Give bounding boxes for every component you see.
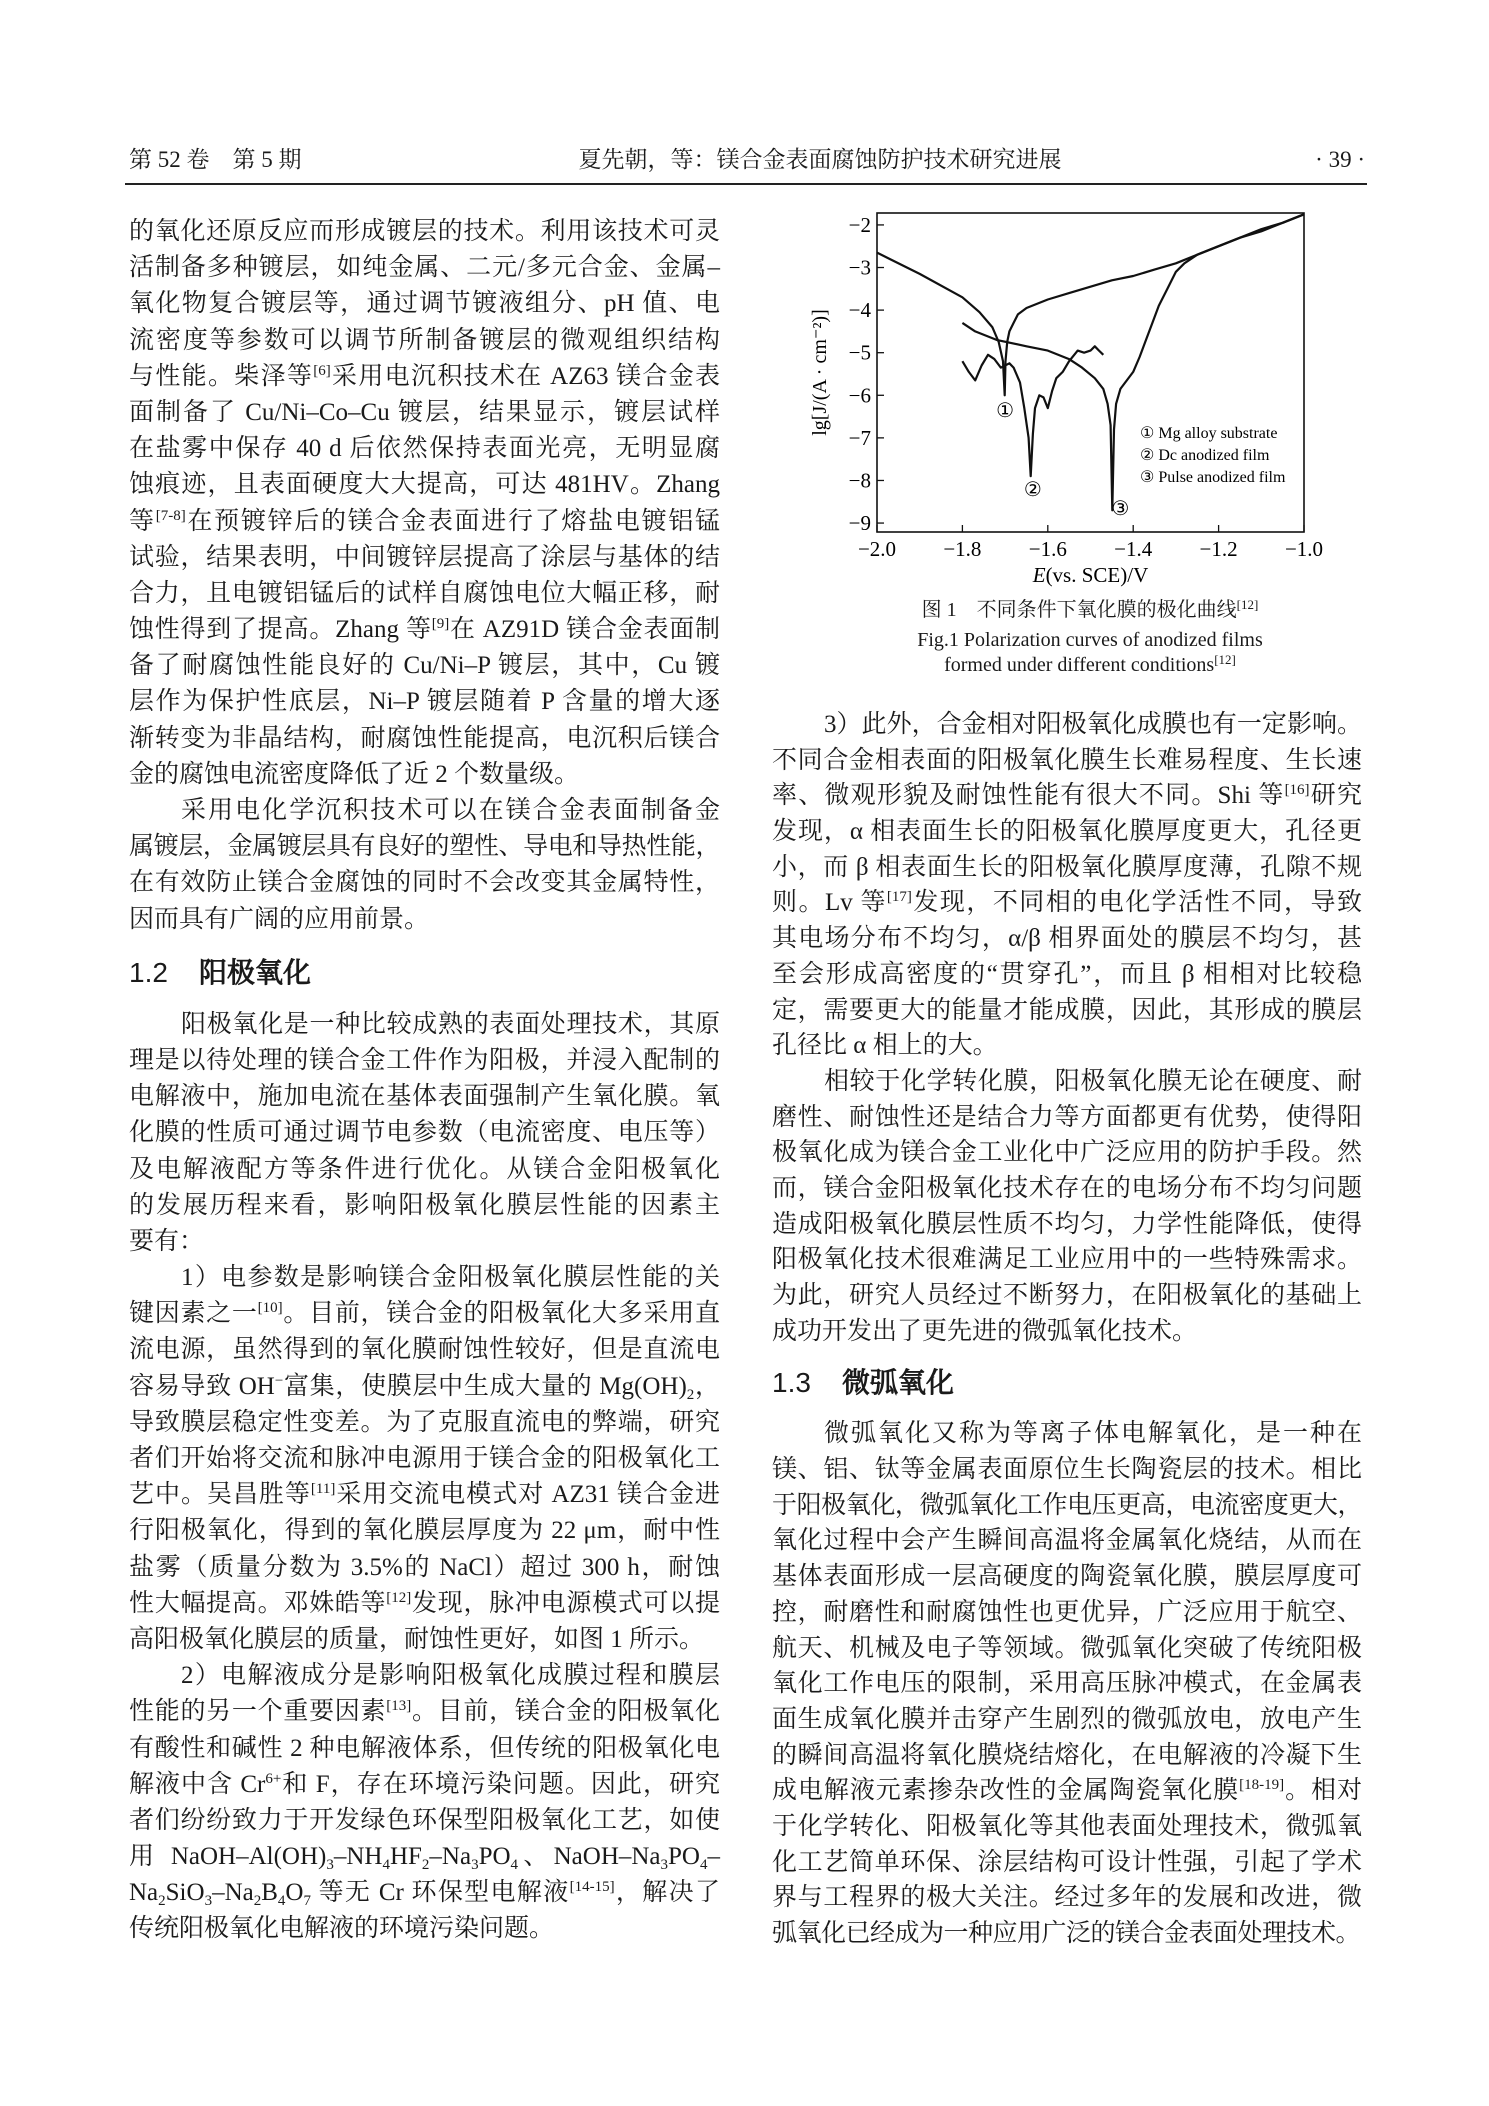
text-line bbox=[772, 1523, 1362, 1559]
figure-caption-en-1: Fig.1 Polarization curves of anodized films bbox=[917, 629, 1263, 651]
text-run: 采用电化学沉积技术可以在镁合金表面制备金 bbox=[181, 797, 720, 824]
text-run: 微弧氧化又称为等离子体电解氧化，是一种在 bbox=[824, 1420, 1362, 1448]
text-run: 的氧化还原反应而形成镀层的技术。利用该技术可灵 bbox=[129, 218, 720, 245]
text-run: 面生成氧化膜并击穿产生剧烈的微弧放电，放电产生 bbox=[772, 1705, 1362, 1733]
text-line bbox=[129, 1188, 720, 1224]
text-run: 用 NaOH–Al(OH) bbox=[129, 1843, 327, 1871]
series-line-1 bbox=[877, 214, 1304, 395]
subscript: 4 bbox=[277, 1893, 286, 1910]
paragraph bbox=[129, 1007, 720, 1260]
paragraph bbox=[772, 1064, 1362, 1350]
text-line bbox=[772, 957, 1362, 993]
page-number: · 39 · bbox=[1315, 147, 1365, 172]
text-line bbox=[772, 1809, 1362, 1845]
text-line bbox=[772, 707, 1362, 743]
text-run: 。相对 bbox=[1284, 1777, 1362, 1805]
text-run: 导致膜层稳定性变差。为了克服直流电的弊端，研究 bbox=[129, 1408, 720, 1436]
text-line bbox=[772, 1631, 1362, 1667]
text-run: 层作为保护性底层，Ni–P 镀层随着 P 含量的增大逐 bbox=[129, 688, 720, 716]
subscript: 3 bbox=[471, 1857, 479, 1874]
text-run: O bbox=[285, 1879, 304, 1907]
text-run: 阳极氧化是一种比较成熟的表面处理技术，其原 bbox=[181, 1010, 720, 1038]
text-line bbox=[772, 1452, 1362, 1488]
superscript: − bbox=[274, 1372, 284, 1389]
text-run: 基体表面形成一层高硬度的陶瓷氧化膜，膜层厚度可 bbox=[772, 1563, 1362, 1591]
text-line bbox=[129, 1658, 720, 1694]
text-run: 在有效防止镁合金腐蚀的同时不会改变其金属特性， bbox=[129, 869, 720, 897]
text-line bbox=[129, 1441, 720, 1477]
text-run: –Na bbox=[429, 1843, 472, 1871]
text-run: 流密度等参数可以调节所制备镀层的微观组织结构 bbox=[129, 326, 720, 354]
text-line bbox=[772, 1880, 1362, 1916]
text-line bbox=[129, 1296, 720, 1332]
text-line bbox=[772, 1171, 1362, 1207]
y-tick-label: −6 bbox=[848, 383, 871, 408]
text-line bbox=[129, 865, 720, 901]
curve-marker-3: ③ bbox=[1111, 496, 1130, 521]
text-run: PO bbox=[668, 1843, 700, 1871]
subscript: 3 bbox=[204, 1893, 213, 1910]
text-line bbox=[772, 1559, 1362, 1595]
text-line bbox=[129, 323, 720, 359]
text-line bbox=[129, 1513, 720, 1549]
header-rule bbox=[125, 183, 1367, 185]
text-line bbox=[772, 1916, 1362, 1952]
text-run: 2）电解液成分是影响阳极氧化成膜过程和膜层 bbox=[181, 1662, 720, 1690]
text-run: 属镀层，金属镀层具有良好的塑性、导电和导热性能， bbox=[129, 833, 720, 861]
text-run: 高阳极氧化膜层的质量，耐蚀性更好，如图 1 所示。 bbox=[129, 1625, 705, 1653]
paragraph bbox=[129, 214, 720, 793]
text-run: 者们纷纷致力于开发绿色环保型阳极氧化工艺，如使 bbox=[129, 1806, 720, 1834]
text-run: 发现，α 相表面生长的阳极氧化膜厚度更大，孔径更 bbox=[772, 818, 1362, 846]
text-run: 化膜的性质可通过调节电参数（电流密度、电压等） bbox=[129, 1119, 720, 1147]
x-axis-symbol: E bbox=[1032, 563, 1046, 587]
paragraph bbox=[129, 1658, 720, 1948]
section-title: 微弧氧化 bbox=[842, 1367, 955, 1399]
text-run: 率、微观形貌及耐蚀性能有很大不同。Shi 等 bbox=[772, 782, 1285, 810]
subscript: 4 bbox=[382, 1857, 390, 1874]
y-tick-label: −5 bbox=[848, 340, 871, 365]
text-run: 氧化工作电压的限制，采用高压脉冲模式，在金属表 bbox=[772, 1670, 1362, 1698]
text-run: 氧化物复合镀层等，通过调节镀液组分、pH 值、电 bbox=[129, 290, 720, 318]
text-line bbox=[129, 1875, 720, 1911]
text-line bbox=[129, 1731, 720, 1767]
text-run: 等无 Cr 环保型电解液 bbox=[310, 1879, 570, 1907]
y-tick-label: −4 bbox=[848, 298, 871, 323]
text-run: 。目前，镁合金的阳极氧化大多采用直 bbox=[282, 1300, 720, 1328]
caption-cn-text: 图 1 不同条件下氧化膜的极化曲线 bbox=[921, 599, 1237, 621]
text-run: PO bbox=[478, 1843, 511, 1871]
text-run: 控，耐磨性和耐腐蚀性也更优异，广泛应用于航空、 bbox=[772, 1598, 1362, 1626]
text-line bbox=[772, 885, 1362, 921]
text-line bbox=[129, 395, 720, 431]
text-run: 行阳极氧化，得到的氧化膜层厚度为 22 μm，耐中性 bbox=[129, 1517, 720, 1545]
polarization-chart bbox=[800, 200, 1400, 600]
text-run: 因而具有广阔的应用前景。 bbox=[129, 905, 430, 933]
paragraph bbox=[772, 1416, 1362, 1951]
text-line bbox=[772, 1100, 1362, 1136]
text-line bbox=[772, 1135, 1362, 1171]
text-line bbox=[772, 1845, 1362, 1881]
text-run: 渐转变为非晶结构，耐腐蚀性能提高，电沉积后镁合 bbox=[129, 724, 720, 752]
text-run: 要有： bbox=[129, 1227, 205, 1255]
x-tick-label: −1.2 bbox=[1199, 537, 1238, 561]
series-line-3 bbox=[962, 214, 1304, 510]
text-line bbox=[129, 612, 720, 648]
text-line bbox=[129, 684, 720, 720]
text-run: 键因素之一 bbox=[129, 1300, 258, 1328]
section-heading bbox=[129, 938, 720, 1007]
text-run: 成功开发出了更先进的微弧氧化技术。 bbox=[772, 1317, 1198, 1345]
text-line bbox=[772, 814, 1362, 850]
superscript: [17] bbox=[886, 889, 912, 906]
superscript: [10] bbox=[257, 1300, 283, 1317]
subscript: 4 bbox=[510, 1857, 519, 1874]
text-run: 电解液中，施加电流在基体表面强制产生氧化膜。氧 bbox=[129, 1083, 720, 1111]
text-line bbox=[129, 1477, 720, 1513]
text-line bbox=[129, 1694, 720, 1730]
superscript: [13] bbox=[386, 1698, 412, 1715]
text-line bbox=[772, 1314, 1362, 1350]
paragraph bbox=[772, 707, 1362, 1064]
y-tick-label: −7 bbox=[848, 425, 871, 450]
legend-entry-2: ② Dc anodized film bbox=[1140, 447, 1270, 464]
section-number: 1.3 bbox=[772, 1367, 811, 1399]
text-run: Na bbox=[129, 1879, 159, 1907]
x-tick-label: −2.0 bbox=[857, 537, 897, 561]
superscript: [14-15] bbox=[569, 1879, 615, 1896]
paragraph bbox=[129, 1260, 720, 1658]
x-tick-label: −1.6 bbox=[1028, 537, 1067, 561]
text-line bbox=[129, 1550, 720, 1586]
text-run: 蚀性得到了提高。Zhang 等 bbox=[129, 616, 432, 644]
text-run: 性能的另一个重要因素 bbox=[129, 1698, 387, 1726]
text-line bbox=[772, 1738, 1362, 1774]
text-run: 容易导致 OH bbox=[129, 1372, 275, 1400]
caption-en-ref: [12] bbox=[1214, 652, 1236, 667]
text-run: 造成阳极氧化膜层性质不均匀，力学性能降低，使得 bbox=[772, 1210, 1362, 1238]
text-line bbox=[772, 850, 1362, 886]
text-line bbox=[129, 757, 720, 793]
text-run: SiO bbox=[165, 1879, 205, 1907]
text-line bbox=[129, 1332, 720, 1368]
text-line bbox=[129, 1767, 720, 1803]
text-run: 金的腐蚀电流密度降低了近 2 个数量级。 bbox=[129, 760, 580, 788]
text-line bbox=[772, 1028, 1362, 1064]
text-run: 1）电参数是影响镁合金阳极氧化膜层性能的关 bbox=[181, 1264, 720, 1292]
text-run: B bbox=[261, 1879, 278, 1907]
text-run: 其电场分布不均匀，α/β 相界面处的膜层不均匀，甚 bbox=[772, 925, 1362, 953]
text-run: 合力，且电镀铝锰后的试样自腐蚀电位大幅正移，耐 bbox=[129, 579, 720, 607]
text-line bbox=[129, 829, 720, 865]
text-line bbox=[129, 1152, 720, 1188]
y-tick-label: −2 bbox=[848, 212, 871, 237]
right-column bbox=[772, 707, 1362, 1952]
text-line bbox=[129, 431, 720, 467]
text-run: 蚀痕迹，且表面硬度大大提高，可达 481HV。Zhang bbox=[129, 471, 720, 499]
text-run: – bbox=[707, 1843, 720, 1871]
subscript: 2 bbox=[686, 1386, 695, 1403]
y-tick-label: −9 bbox=[848, 511, 871, 536]
text-line bbox=[129, 1369, 720, 1405]
text-run: 发现，不同相的电化学活性不同，导致 bbox=[911, 889, 1362, 917]
text-line bbox=[129, 1079, 720, 1115]
text-line bbox=[129, 1260, 720, 1296]
text-run: 活制备多种镀层，如纯金属、二元/多元合金、金属– bbox=[129, 254, 720, 282]
text-run: 及电解液配方等条件进行优化。从镁合金阳极氧化 bbox=[129, 1155, 720, 1183]
text-run: 则。Lv 等 bbox=[772, 889, 887, 917]
text-run: 于化学转化、阳极氧化等其他表面处理技术，微弧氧 bbox=[772, 1812, 1362, 1840]
x-axis-unit: (vs. SCE)/V bbox=[1045, 563, 1149, 587]
text-run: 化工艺简单环保、涂层结构可设计性强，引起了学术 bbox=[772, 1848, 1362, 1876]
text-line bbox=[772, 1207, 1362, 1243]
superscript: [12] bbox=[386, 1589, 412, 1606]
superscript: 6+ bbox=[265, 1770, 282, 1787]
text-run: 的瞬间高温将氧化膜烧结熔化，在电解液的冷凝下生 bbox=[772, 1741, 1362, 1769]
text-line bbox=[129, 214, 720, 250]
curve-marker-1: ① bbox=[996, 398, 1015, 423]
text-line bbox=[129, 504, 720, 540]
text-line bbox=[129, 359, 720, 395]
text-line bbox=[772, 1666, 1362, 1702]
text-line bbox=[772, 921, 1362, 957]
x-tick-label: −1.8 bbox=[943, 537, 982, 561]
text-line bbox=[129, 1043, 720, 1079]
text-line bbox=[772, 1242, 1362, 1278]
text-run: 航天、机械及电子等领域。微弧氧化突破了传统阳极 bbox=[772, 1634, 1362, 1662]
subscript: 4 bbox=[700, 1857, 708, 1874]
text-line bbox=[772, 1488, 1362, 1524]
text-run: 和 F，存在环境污染问题。因此，研究 bbox=[281, 1770, 720, 1798]
text-run: 性大幅提高。邓姝皓等 bbox=[129, 1589, 387, 1617]
y-tick-label: −8 bbox=[848, 468, 871, 493]
y-tick-label: −3 bbox=[848, 255, 871, 280]
figure-caption-en-2 bbox=[800, 652, 1380, 678]
text-run: 孔径比 α 相上的大。 bbox=[772, 1032, 998, 1060]
text-run: 者们开始将交流和脉冲电源用于镁合金的阳极氧化工 bbox=[129, 1445, 720, 1472]
subscript: 3 bbox=[660, 1857, 669, 1874]
text-run: 理是以待处理的镁合金工件作为阳极，并浸入配制的 bbox=[129, 1046, 720, 1074]
text-line bbox=[772, 1416, 1362, 1452]
subscript: 7 bbox=[303, 1893, 311, 1910]
text-run: 相较于化学转化膜，阳极氧化膜无论在硬度、耐 bbox=[824, 1067, 1362, 1095]
text-run: 艺中。吴昌胜等 bbox=[129, 1481, 311, 1509]
text-line bbox=[129, 576, 720, 612]
curve-marker-2: ② bbox=[1023, 476, 1042, 501]
text-line bbox=[129, 1839, 720, 1875]
x-axis-title bbox=[1032, 563, 1149, 587]
text-run: 小，而 β 相表面生长的阳极氧化膜厚度薄，孔隙不规 bbox=[772, 853, 1362, 881]
text-line bbox=[129, 1911, 720, 1947]
subscript: 2 bbox=[158, 1893, 166, 1910]
section-title: 阳极氧化 bbox=[199, 956, 312, 988]
running-title: 夏先朝，等：镁合金表面腐蚀防护技术研究进展 bbox=[578, 147, 1062, 172]
text-run: 阳极氧化技术很难满足工业应用中的一些特殊需求。 bbox=[772, 1246, 1362, 1274]
text-line bbox=[772, 993, 1362, 1029]
text-line bbox=[129, 648, 720, 684]
text-line bbox=[129, 1224, 720, 1260]
text-run: 而，镁合金阳极氧化技术存在的电场分布不均匀问题 bbox=[772, 1174, 1362, 1202]
text-run: 等 bbox=[129, 507, 156, 535]
text-run: 界与工程界的极大关注。经过多年的发展和改进，微 bbox=[772, 1884, 1362, 1912]
text-run: 于阳极氧化，微弧氧化工作电压更高，电流密度更大， bbox=[772, 1491, 1362, 1519]
text-run: HF bbox=[389, 1843, 422, 1871]
text-line bbox=[129, 721, 720, 757]
subscript: 2 bbox=[253, 1893, 262, 1910]
superscript: [11] bbox=[310, 1481, 336, 1498]
superscript: [16] bbox=[1284, 782, 1310, 799]
text-run: 、NaOH–Na bbox=[518, 1843, 661, 1871]
text-run: 镁、铝、钛等金属表面原位生长陶瓷层的技术。相比 bbox=[772, 1456, 1362, 1484]
text-run: 在 AZ91D 镁合金表面制 bbox=[449, 616, 720, 644]
left-column bbox=[129, 214, 720, 1948]
text-line bbox=[129, 1586, 720, 1622]
text-line bbox=[129, 1622, 720, 1658]
caption-cn-ref: [12] bbox=[1236, 597, 1259, 612]
superscript: [6] bbox=[313, 362, 331, 379]
text-run: 盐雾（质量分数为 3.5%的 NaCl）超过 300 h，耐蚀 bbox=[129, 1553, 720, 1581]
superscript: [9] bbox=[431, 616, 450, 633]
text-line bbox=[129, 286, 720, 322]
figure-1 bbox=[800, 200, 1400, 680]
superscript: [18-19] bbox=[1239, 1777, 1285, 1794]
text-run: 弧氧化已经成为一种应用广泛的镁合金表面处理技术。 bbox=[772, 1920, 1361, 1947]
text-line bbox=[129, 1007, 720, 1043]
text-run: 磨性、耐蚀性还是结合力等方面都更有优势，使得阳 bbox=[772, 1103, 1362, 1131]
subscript: 2 bbox=[421, 1857, 430, 1874]
text-line bbox=[129, 250, 720, 286]
series-line-2 bbox=[962, 346, 1103, 476]
text-run: 采用电沉积技术在 AZ63 镁合金表 bbox=[330, 362, 720, 390]
legend-entry-1: ① Mg alloy substrate bbox=[1140, 425, 1278, 442]
text-run: 解液中含 Cr bbox=[129, 1770, 266, 1798]
text-run: 发现，脉冲电源模式可以提 bbox=[411, 1589, 720, 1617]
text-run: 富集，使膜层中生成大量的 Mg(OH) bbox=[283, 1372, 687, 1400]
text-run: 氧化过程中会产生瞬间高温将金属氧化烧结，从而在 bbox=[772, 1527, 1362, 1555]
text-line bbox=[129, 1803, 720, 1839]
text-run: 采用交流电模式对 AZ31 镁合金进 bbox=[335, 1481, 720, 1509]
text-run: 流电源，虽然得到的氧化膜耐蚀性较好，但是直流电 bbox=[129, 1336, 720, 1364]
paragraph bbox=[129, 793, 720, 938]
text-run: 备了耐腐蚀性能良好的 Cu/Ni–P 镀层，其中，Cu 镀 bbox=[129, 652, 720, 680]
text-run: 试验，结果表明，中间镀锌层提高了涂层与基体的结 bbox=[129, 543, 720, 571]
text-line bbox=[772, 1702, 1362, 1738]
journal-volume-issue: 第 52 卷 第 5 期 bbox=[129, 147, 302, 172]
text-run: 在预镀锌后的镁合金表面进行了熔盐电镀铝锰 bbox=[185, 507, 720, 535]
legend-entry-3: ③ Pulse anodized film bbox=[1140, 469, 1286, 486]
text-run: 面制备了 Cu/Ni–Co–Cu 镀层，结果显示，镀层试样 bbox=[129, 398, 720, 426]
text-line bbox=[772, 1064, 1362, 1100]
section-number: 1.2 bbox=[129, 956, 168, 988]
caption-en-text: formed under different conditions bbox=[944, 654, 1215, 676]
text-run: 研究 bbox=[1309, 782, 1362, 810]
text-line bbox=[129, 1405, 720, 1441]
text-line bbox=[129, 902, 720, 938]
superscript: [7-8] bbox=[155, 507, 186, 524]
text-run: 不同合金相表面的阳极氧化膜生长难易程度、生长速 bbox=[772, 746, 1362, 774]
text-run: 与性能。柴泽等 bbox=[129, 362, 314, 390]
text-run: 有酸性和碱性 2 种电解液体系，但传统的阳极氧化电 bbox=[129, 1734, 720, 1762]
text-line bbox=[129, 540, 720, 576]
text-run: –Na bbox=[212, 1879, 254, 1907]
text-line bbox=[772, 778, 1362, 814]
text-run: –NH bbox=[333, 1843, 383, 1871]
section-heading bbox=[772, 1349, 1362, 1416]
subscript: 3 bbox=[326, 1857, 334, 1874]
text-line bbox=[772, 1595, 1362, 1631]
y-axis-title: lg[J/(A · cm⁻²)] bbox=[809, 309, 831, 436]
text-run: 为此，研究人员经过不断努力，在阳极氧化的基础上 bbox=[772, 1282, 1362, 1309]
text-run: 的发展历程来看，影响阳极氧化膜层性能的因素主 bbox=[129, 1191, 720, 1219]
x-tick-label: −1.4 bbox=[1114, 537, 1153, 561]
text-run: 3）此外，合金相对阳极氧化成膜也有一定影响。 bbox=[824, 711, 1362, 738]
text-run: 在盐雾中保存 40 d 后依然保持表面光亮，无明显腐 bbox=[129, 435, 720, 463]
text-run: 成电解液元素掺杂改性的金属陶瓷氧化膜 bbox=[772, 1777, 1240, 1805]
text-line bbox=[772, 1773, 1362, 1809]
text-run: 至会形成高密度的“贯穿孔”，而且 β 相相对比较稳 bbox=[772, 960, 1362, 988]
text-run: 定，需要更大的能量才能成膜，因此，其形成的膜层 bbox=[772, 996, 1362, 1024]
x-tick-label: −1.0 bbox=[1284, 537, 1324, 561]
text-run: ，解决了 bbox=[614, 1879, 720, 1907]
text-run: 极氧化成为镁合金工业化中广泛应用的防护手段。然 bbox=[772, 1139, 1362, 1167]
text-line bbox=[772, 1278, 1362, 1314]
text-run: 。目前，镁合金的阳极氧化 bbox=[411, 1698, 720, 1726]
text-line bbox=[129, 1115, 720, 1151]
text-run: 传统阳极氧化电解液的环境污染问题。 bbox=[129, 1915, 555, 1943]
text-line bbox=[129, 467, 720, 503]
text-line bbox=[129, 793, 720, 829]
text-line bbox=[772, 743, 1362, 779]
text-run: ， bbox=[694, 1372, 720, 1400]
figure-caption-cn bbox=[800, 597, 1380, 623]
